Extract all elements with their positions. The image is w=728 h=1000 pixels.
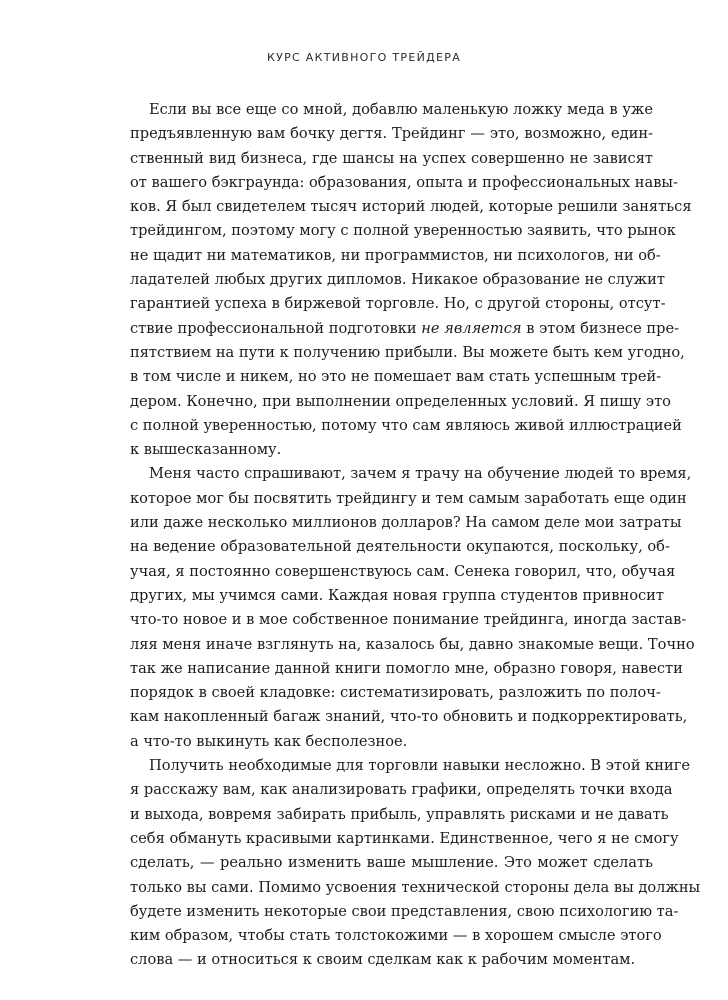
text-line: от вашего бэкграунда: образования, опыта и профессиональных навы- [130,173,678,191]
text-line: сделать, — реально изменить ваше мышление. Это может сделать [130,854,653,872]
paragraph-2 [130,462,695,754]
text-line: предъявленную вам бочку дегтя. Трейдинг — это, возможно, един- [130,125,653,143]
text-line: с полной уверенностью, потому что сам являюсь живой иллюстрацией [130,416,682,434]
text-line: будете изменить некоторые свои представления, свою психологию та- [130,902,679,920]
text-line: других, мы учимся сами. Каждая новая группа студентов привносит [130,586,664,604]
text-line: или даже несколько миллионов долларов? На самом деле мои затраты [130,514,682,532]
text-line: так же написание данной книги помогло мне, образно говоря, навести [130,659,683,677]
text-line: трейдингом, поэтому могу с полной уверенностью заявить, что рынок [130,222,676,240]
text-line: ков. Я был свидетелем тысяч историй людей, которые решили заняться [130,198,692,216]
text-line: только вы сами. Помимо усвоения технической стороны дела вы должны [130,878,701,896]
text-line: ственный вид бизнеса, где шансы на успех совершенно не зависят [130,149,653,167]
text-line: гарантией успеха в биржевой торговле. Но, с другой стороны, отсут- [130,295,666,313]
text-line: порядок в своей кладовке: систематизировать, разложить по полоч- [130,684,661,702]
text-line: дером. Конечно, при выполнении определенных условий. Я пишу это [130,392,671,410]
text-line: Если вы все еще со мной, добавлю маленькую ложку меда в уже [148,101,653,118]
text-line: Меня часто спрашивают, зачем я трачу на обучение людей то время, [148,465,692,483]
text-line: не щадит ни математиков, ни программистов, ни психологов, ни об- [130,246,661,264]
emphasized-text: не является [421,319,522,337]
text-line: ладателей любых других дипломов. Никакое образование не служит [130,271,665,289]
text-line: которое мог бы посвятить трейдингу и тем самым заработать еще один [130,489,687,507]
text-line: ким образом, чтобы стать толстокожими — в хорошем смысле этого [130,927,662,945]
text-line: слова — и относиться к своим сделкам как к рабочим моментам. [130,951,636,969]
text-line: и выхода, вовремя забирать прибыль, управлять рисками и не давать [130,805,669,823]
text-line: к вышесказанному. [130,441,282,459]
text-line: кам накопленный багаж знаний, что-то обновить и подкорректировать, [130,708,688,726]
paragraph-1 [130,98,692,462]
text-line: себя обмануть красивыми картинками. Единственное, чего я не смогу [130,829,679,847]
text-line: учая, я постоянно совершенствуюсь сам. Сенека говорил, что, обучая [130,562,676,580]
text-line: что-то новое и в мое собственное понимание трейдинга, иногда застав- [130,611,687,629]
text-segment: в этом бизнесе пре- [521,319,680,337]
paragraph-3 [130,754,701,973]
page-body [130,98,701,973]
text-line: на ведение образовательной деятельности окупаются, поскольку, об- [130,538,670,556]
text-line: Получить необходимые для торговли навыки несложно. В этой книге [148,757,691,775]
text-line: ляя меня иначе взглянуть на, казалось бы, давно знакомые вещи. Точно [130,635,695,653]
text-line: пятствием на пути к получению прибыли. Вы можете быть кем угодно, [130,343,685,361]
text-line: в том числе и никем, но это не помешает вам стать успешным трей- [130,368,662,386]
text-line: я расскажу вам, как анализировать графики, определять точки входа [130,781,673,799]
text-segment: ствие профессиональной подготовки [130,319,422,337]
text-line-with-emphasis [130,317,680,341]
running-header: КУРС АКТИВНОГО ТРЕЙДЕРА [266,51,462,64]
text-line: а что-то выкинуть как бесполезное. [130,732,408,750]
